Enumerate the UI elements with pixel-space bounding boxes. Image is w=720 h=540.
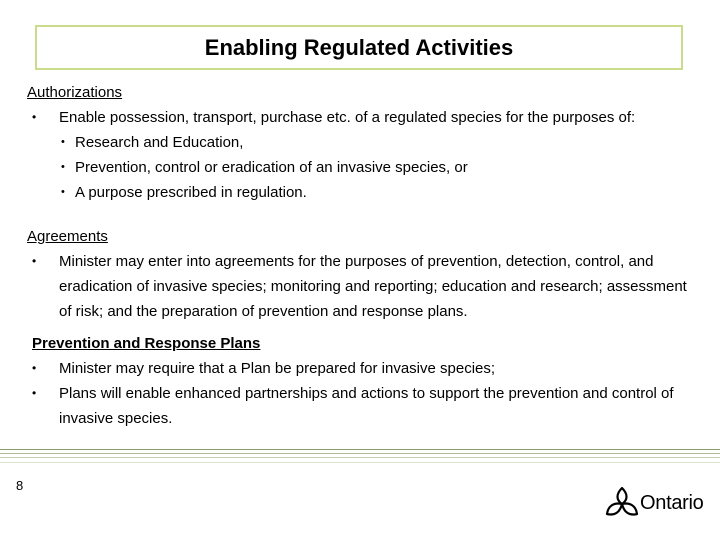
agreements-heading: Agreements <box>27 228 108 245</box>
ontario-logo <box>604 484 716 528</box>
authorizations-heading: Authorizations <box>27 84 123 101</box>
authorizations-item: Prevention, control or eradication of an invasive species, or <box>75 159 468 176</box>
agreements-section <box>27 224 687 324</box>
list-item <box>59 155 697 180</box>
authorizations-intro: Enable possession, transport, purchase etc. of a regulated species for the purposes of: <box>59 109 636 126</box>
plans-heading: Prevention and Response Plans <box>32 335 261 352</box>
page-number: 8 <box>16 478 24 493</box>
footer-rule <box>0 457 720 458</box>
list-item <box>27 105 697 130</box>
plans-section <box>27 331 687 431</box>
authorizations-sublist <box>27 130 697 205</box>
footer-rule <box>0 449 720 450</box>
plans-item: Minister may require that a Plan be prepared for invasive species; <box>59 360 496 377</box>
bullet-icon: • <box>61 161 65 173</box>
bullet-icon: • <box>61 186 65 198</box>
agreements-item: Minister may enter into agreements for the purposes of prevention, detection, control, and eradication of invasive species; monitoring and reporting; education and research; assessment of risk; and the preparation of prevention and response plans. <box>59 253 687 320</box>
authorizations-item: Research and Education, <box>75 134 244 151</box>
footer-rule <box>0 453 720 454</box>
slide-title: Enabling Regulated Activities <box>204 34 514 60</box>
plans-item: Plans will enable enhanced partnerships and actions to support the prevention and control of invasive species. <box>59 385 674 427</box>
authorizations-item: A purpose prescribed in regulation. <box>75 184 307 201</box>
bullet-icon: • <box>32 254 37 268</box>
bullet-icon: • <box>61 136 65 148</box>
list-item <box>27 249 687 324</box>
bullet-icon: • <box>32 361 37 375</box>
bullet-icon: • <box>32 386 37 400</box>
authorizations-section <box>27 80 697 205</box>
list-item <box>27 381 687 431</box>
list-item <box>59 130 697 155</box>
bullet-icon: • <box>32 110 37 124</box>
trillium-icon <box>604 484 640 528</box>
list-item <box>59 180 697 205</box>
title-box <box>35 25 683 70</box>
logo-text: Ontario <box>640 492 704 514</box>
footer-rule <box>0 462 720 463</box>
list-item <box>27 356 687 381</box>
